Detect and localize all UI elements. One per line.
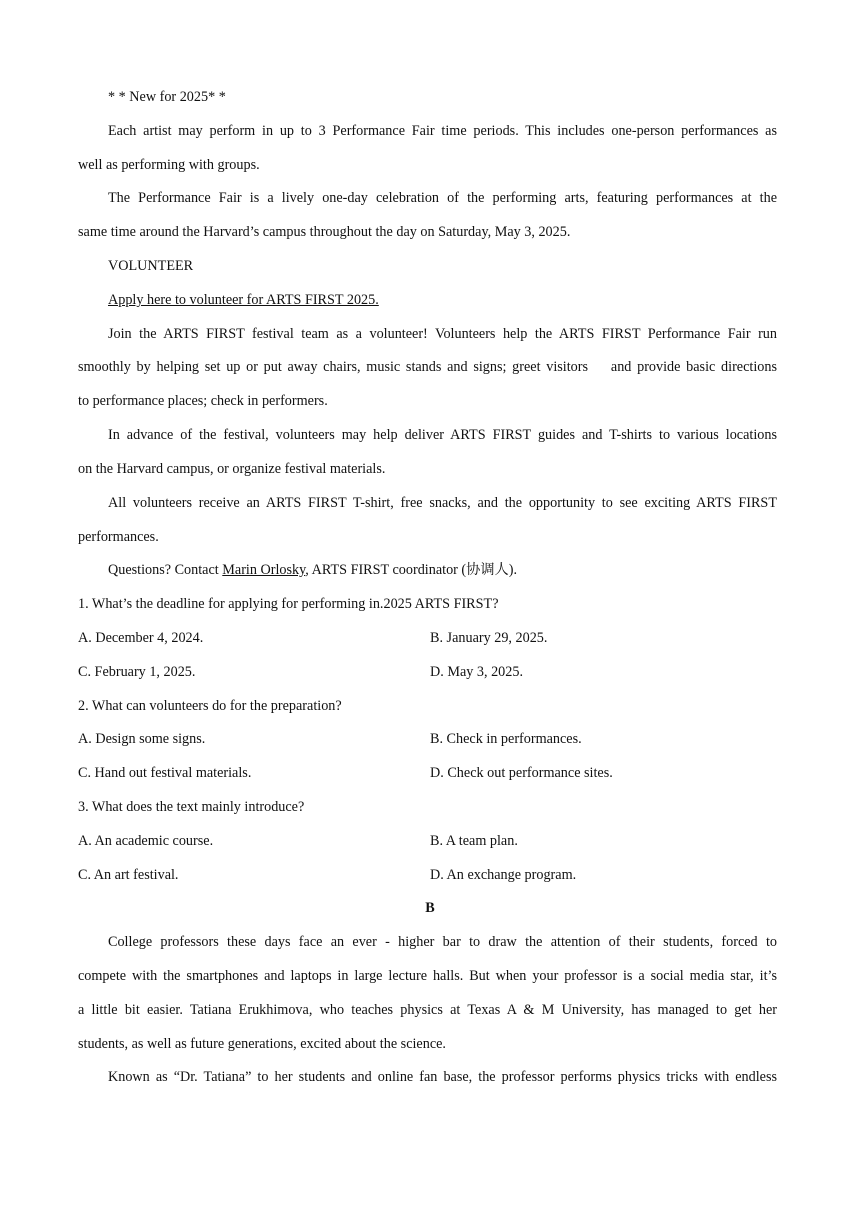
question-3-option-c: C. An art festival. <box>78 867 179 883</box>
question-1-option-c: C. February 1, 2025. <box>78 664 196 680</box>
question-3-option-d: D. An exchange program. <box>430 867 577 883</box>
question-2-stem: 2. What can volunteers do for the preparation? <box>78 698 342 714</box>
contact-line <box>108 561 517 579</box>
paragraph-professors-line-2: compete with the smartphones and laptops in large lecture halls. But when your professor is a social media star, it’s <box>78 968 777 984</box>
paragraph-professors-line-1: College professors these days face an ever - higher bar to draw the attention of their students, forced to <box>108 934 777 950</box>
volunteer-heading: VOLUNTEER <box>108 258 194 274</box>
paragraph-performance-fair-line-2: same time around the Harvard’s campus throughout the day on Saturday, May 3, 2025. <box>78 224 571 240</box>
paragraph-professors-line-3: a little bit easier. Tatiana Erukhimova, who teaches physics at Texas A & M University, has managed to get her <box>78 1002 777 1018</box>
apply-volunteer-link[interactable]: Apply here to volunteer for ARTS FIRST 2025. <box>108 292 379 308</box>
paragraph-performance-fair-line-1: The Performance Fair is a lively one-day celebration of the performing arts, featuring performances at the <box>108 190 777 206</box>
question-2-option-b: B. Check in performances. <box>430 731 582 747</box>
paragraph-rewards-line-1: All volunteers receive an ARTS FIRST T-shirt, free snacks, and the opportunity to see exciting ARTS FIRST <box>108 495 777 511</box>
question-3-option-b: B. A team plan. <box>430 833 518 849</box>
paragraph-advance-line-2: on the Harvard campus, or organize festival materials. <box>78 461 386 477</box>
question-1-option-b: B. January 29, 2025. <box>430 630 548 646</box>
question-2-option-c: C. Hand out festival materials. <box>78 765 252 781</box>
question-1-stem: 1. What’s the deadline for applying for performing in.2025 ARTS FIRST? <box>78 596 499 612</box>
question-3-stem: 3. What does the text mainly introduce? <box>78 799 305 815</box>
coordinator-name-link[interactable]: Marin Orlosky <box>222 562 306 578</box>
paragraph-performance-limit-line-1: Each artist may perform in up to 3 Performance Fair time periods. This includes one-person performances as <box>108 123 777 139</box>
question-1-option-a: A. December 4, 2024. <box>78 630 204 646</box>
question-2-option-d: D. Check out performance sites. <box>430 765 613 781</box>
paragraph-volunteer-duties-line-1: Join the ARTS FIRST festival team as a volunteer! Volunteers help the ARTS FIRST Performance Fair run <box>108 326 777 342</box>
new-for-2025-note: * * New for 2025* * <box>108 89 226 105</box>
paragraph-volunteer-duties-line-3: to performance places; check in performers. <box>78 393 328 409</box>
paragraph-advance-line-1: In advance of the festival, volunteers may help deliver ARTS FIRST guides and T-shirts to various locations <box>108 427 777 443</box>
question-3-option-a: A. An academic course. <box>78 833 214 849</box>
paragraph-performance-limit-line-2: well as performing with groups. <box>78 157 260 173</box>
question-2-option-a: A. Design some signs. <box>78 731 206 747</box>
contact-prefix: Questions? Contact <box>108 562 223 578</box>
paragraph-volunteer-duties-line-2: smoothly by helping set up or put away chairs, music stands and signs; greet visitors and provide basic directions <box>78 359 777 375</box>
paragraph-rewards-line-2: performances. <box>78 529 159 545</box>
contact-suffix: , ARTS FIRST coordinator (协调人). <box>305 562 517 578</box>
paragraph-professors-line-4: students, as well as future generations, excited about the science. <box>78 1036 446 1052</box>
section-b-heading: B <box>425 900 435 916</box>
question-1-option-d: D. May 3, 2025. <box>430 664 524 680</box>
paragraph-dr-tatiana-line-1: Known as “Dr. Tatiana” to her students and online fan base, the professor performs physics tricks with endless <box>108 1069 777 1085</box>
